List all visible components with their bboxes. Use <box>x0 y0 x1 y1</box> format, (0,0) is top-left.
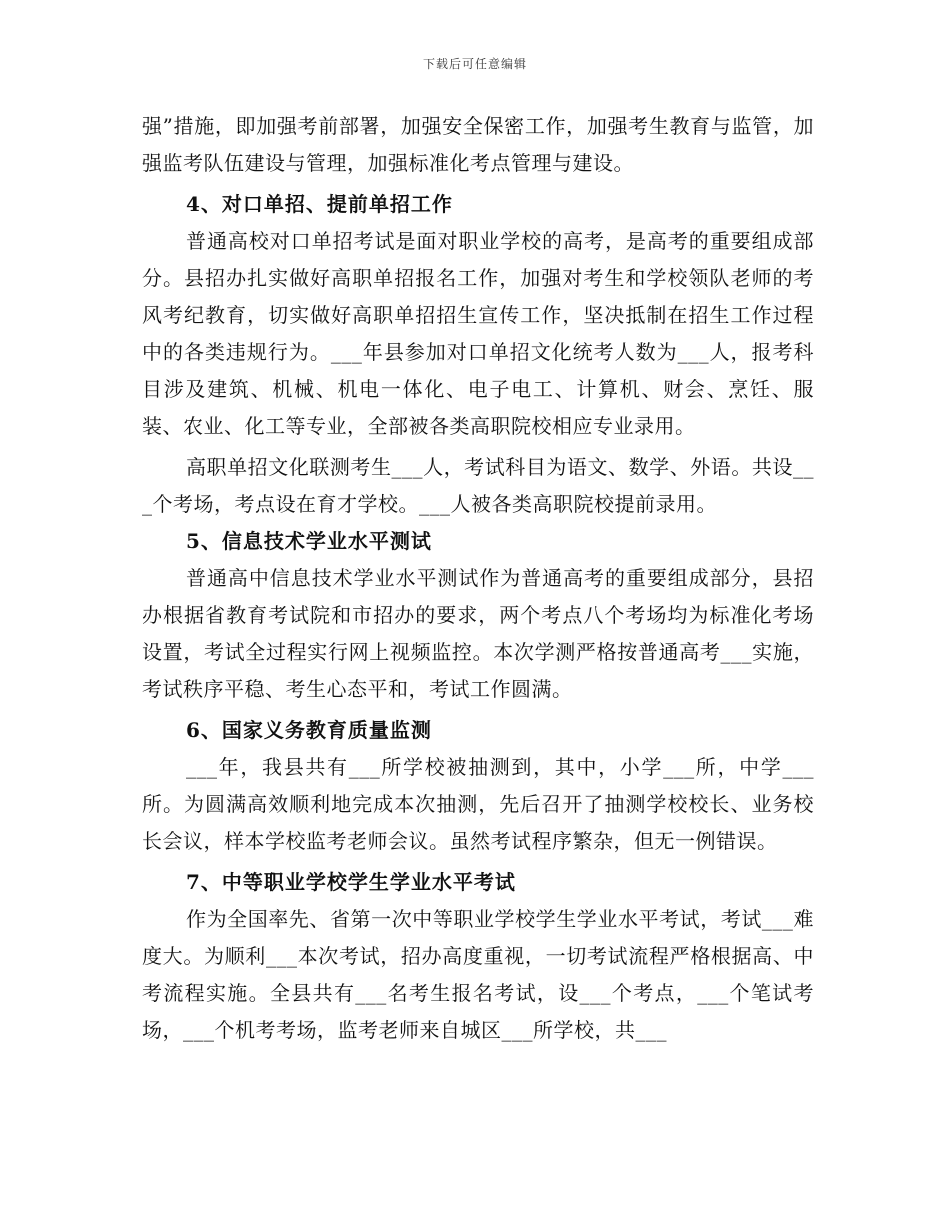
paragraph-quality-monitoring: ___年，我县共有___所学校被抽测到，其中，小学___所，中学___所。为圆满高效顺利地完成本次抽测，先后召开了抽测学校校长、业务校长会议，样本学校监考老师会议。虽然考试程序繁杂，但无一例错误。 <box>142 755 814 853</box>
document-body <box>142 108 814 1049</box>
section-heading-5: 5、信息技术学业水平测试 <box>186 529 432 553</box>
section-heading-6: 6、国家义务教育质量监测 <box>186 718 432 742</box>
paragraph-joint-test: 高职单招文化联测考生___人，考试科目为语文、数学、外语。共设___个考场，考点设在育才学校。___人被各类高职院校提前录用。 <box>142 455 814 516</box>
section-heading-7: 7、中等职业学校学生学业水平考试 <box>186 870 516 894</box>
section-heading-4: 4、对口单招、提前单招工作 <box>186 192 453 216</box>
paragraph-vocational-test: 作为全国率先、省第一次中等职业学校学生学业水平考试，考试___难度大。为顺利___本次考试，招办高度重视，一切考试流程严格根据高、中考流程实施。全县共有___名考生报名考试，设___个考点，___个笔试考场，___个机考考场，监考老师来自城区___所学校，共___ <box>142 907 814 1042</box>
paragraph-intro: 强”措施，即加强考前部署，加强安全保密工作，加强考生教育与监管，加强监考队伍建设与管理，加强标准化考点管理与建设。 <box>142 114 814 175</box>
page-header-note: 下载后可任意编辑 <box>422 57 527 71</box>
paragraph-it-test: 普通高中信息技术学业水平测试作为普通高考的重要组成部分，县招办根据省教育考试院和市招办的要求，两个考点八个考场均为标准化考场设置，考试全过程实行网上视频监控。本次学测严格按普通高考___实施，考试秩序平稳、考生心态平和，考试工作圆满。 <box>142 566 814 701</box>
paragraph-single-exam: 普通高校对口单招考试是面对职业学校的高考，是高考的重要组成部分。县招办扎实做好高职单招报名工作，加强对考生和学校领队老师的考风考纪教育，切实做好高职单招招生宣传工作，坚决抵制在招生工作过程中的各类违规行为。___年县参加对口单招文化统考人数为___人，报考科目涉及建筑、机械、机电一体化、电子电工、计算机、财会、烹饪、服装、农业、化工等专业，全部被各类高职院校相应专业录用。 <box>142 229 814 438</box>
